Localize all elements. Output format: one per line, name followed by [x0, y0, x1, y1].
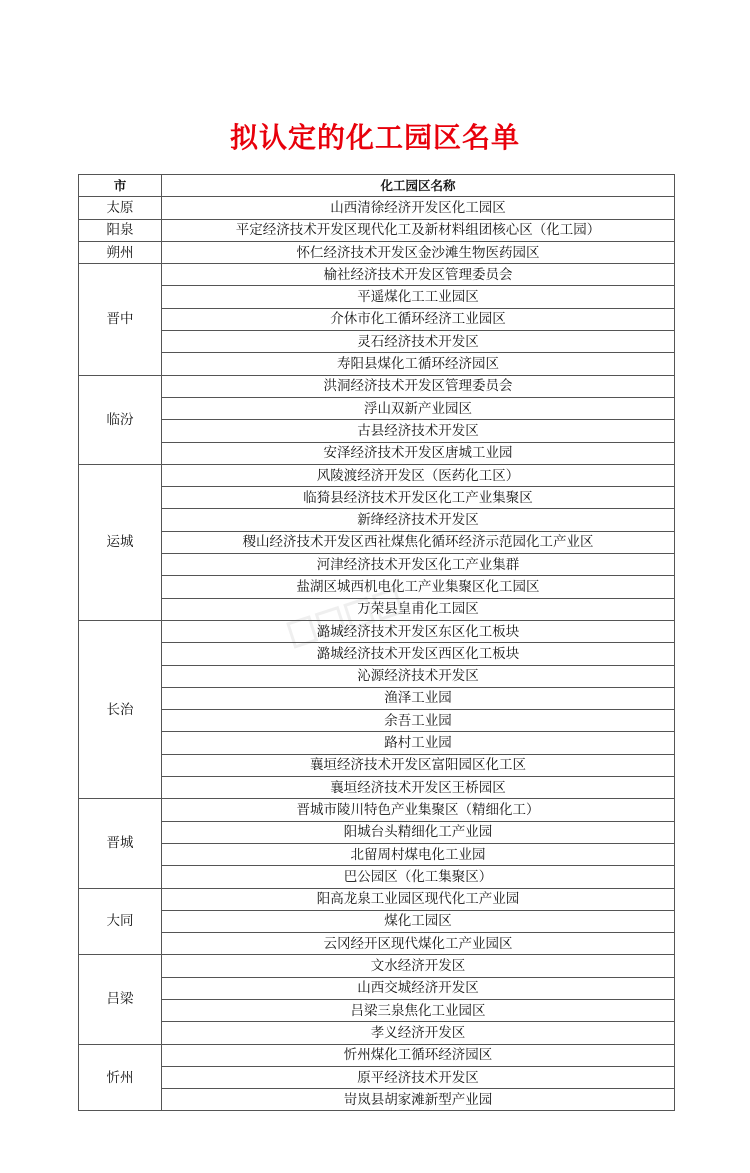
park-name-cell: 盐湖区城西机电化工产业集聚区化工园区: [162, 576, 675, 598]
table-row: [79, 710, 675, 732]
park-name-cell: 稷山经济技术开发区西社煤焦化循环经济示范园化工产业区: [162, 531, 675, 553]
park-name-cell: 巴公园区（化工集聚区）: [162, 866, 675, 888]
table-row: [79, 464, 675, 486]
park-name-cell: 孝义经济开发区: [162, 1022, 675, 1044]
table-row: [79, 1044, 675, 1066]
city-cell: 大同: [79, 888, 162, 955]
table-row: [79, 420, 675, 442]
table-row: [79, 576, 675, 598]
table-row: [79, 509, 675, 531]
park-name-cell: 原平经济技术开发区: [162, 1066, 675, 1088]
table-row: [79, 799, 675, 821]
city-cell: 忻州: [79, 1044, 162, 1111]
header-city: 市: [79, 175, 162, 197]
park-name-cell: 平定经济技术开发区现代化工及新材料组团核心区（化工园）: [162, 219, 675, 241]
park-name-cell: 文水经济开发区: [162, 955, 675, 977]
table-row: [79, 442, 675, 464]
city-cell: 长治: [79, 620, 162, 798]
park-name-cell: 余吾工业园: [162, 710, 675, 732]
city-cell: 吕梁: [79, 955, 162, 1044]
park-name-cell: 浮山双新产业园区: [162, 397, 675, 419]
city-cell: 晋城: [79, 799, 162, 888]
city-cell: 阳泉: [79, 219, 162, 241]
park-name-cell: 阳城台头精细化工产业园: [162, 821, 675, 843]
table-row: [79, 754, 675, 776]
park-name-cell: 路村工业园: [162, 732, 675, 754]
park-name-cell: 临猗县经济技术开发区化工产业集聚区: [162, 487, 675, 509]
table-row: [79, 1022, 675, 1044]
park-name-cell: 襄垣经济技术开发区富阳园区化工区: [162, 754, 675, 776]
table-row: [79, 687, 675, 709]
table-row: [79, 866, 675, 888]
park-name-cell: 潞城经济技术开发区东区化工板块: [162, 620, 675, 642]
park-name-cell: 潞城经济技术开发区西区化工板块: [162, 643, 675, 665]
table-row: [79, 397, 675, 419]
table-row: [79, 353, 675, 375]
table-row: [79, 487, 675, 509]
park-name-cell: 介休市化工循环经济工业园区: [162, 308, 675, 330]
table-row: [79, 331, 675, 353]
park-name-cell: 渔泽工业园: [162, 687, 675, 709]
table-row: [79, 977, 675, 999]
table-row: [79, 643, 675, 665]
table-row: [79, 1066, 675, 1088]
city-cell: 太原: [79, 197, 162, 219]
table-row: [79, 843, 675, 865]
park-name-cell: 寿阳县煤化工循环经济园区: [162, 353, 675, 375]
table-row: [79, 531, 675, 553]
table-body: [79, 197, 675, 1111]
table-row: [79, 197, 675, 219]
chemical-park-table: [78, 174, 675, 1111]
header-park-name: 化工园区名称: [162, 175, 675, 197]
city-cell: 朔州: [79, 241, 162, 263]
table-row: [79, 732, 675, 754]
table-row: [79, 933, 675, 955]
park-name-cell: 洪洞经济技术开发区管理委员会: [162, 375, 675, 397]
park-name-cell: 万荣县皇甫化工园区: [162, 598, 675, 620]
table-row: [79, 777, 675, 799]
park-name-cell: 平遥煤化工工业园区: [162, 286, 675, 308]
park-name-cell: 安泽经济技术开发区唐城工业园: [162, 442, 675, 464]
table-row: [79, 286, 675, 308]
park-name-cell: 云冈经开区现代煤化工产业园区: [162, 933, 675, 955]
park-name-cell: 北留周村煤电化工业园: [162, 843, 675, 865]
park-name-cell: 襄垣经济技术开发区王桥园区: [162, 777, 675, 799]
table-row: [79, 598, 675, 620]
park-name-cell: 吕梁三泉焦化工业园区: [162, 999, 675, 1021]
table-row: [79, 955, 675, 977]
table-row: [79, 241, 675, 263]
page-title: 拟认定的化工园区名单: [229, 121, 520, 154]
park-name-cell: 风陵渡经济开发区（医药化工区）: [162, 464, 675, 486]
park-name-cell: 煤化工园区: [162, 910, 675, 932]
park-name-cell: 榆社经济技术开发区管理委员会: [162, 264, 675, 286]
table-row: [79, 219, 675, 241]
park-name-cell: 山西交城经济开发区: [162, 977, 675, 999]
table-row: [79, 308, 675, 330]
table-row: [79, 375, 675, 397]
table-row: [79, 1089, 675, 1111]
table-row: [79, 665, 675, 687]
table-row: [79, 620, 675, 642]
table-row: [79, 888, 675, 910]
park-name-cell: 忻州煤化工循环经济园区: [162, 1044, 675, 1066]
park-name-cell: 河津经济技术开发区化工产业集群: [162, 554, 675, 576]
table-row: [79, 554, 675, 576]
park-name-cell: 山西清徐经济开发区化工园区: [162, 197, 675, 219]
park-name-cell: 古县经济技术开发区: [162, 420, 675, 442]
park-name-cell: 怀仁经济技术开发区金沙滩生物医药园区: [162, 241, 675, 263]
park-name-cell: 新绛经济技术开发区: [162, 509, 675, 531]
table-header-row: [79, 175, 675, 197]
table-row: [79, 821, 675, 843]
park-name-cell: 岢岚县胡家滩新型产业园: [162, 1089, 675, 1111]
city-cell: 运城: [79, 464, 162, 620]
city-cell: 晋中: [79, 264, 162, 375]
table-row: [79, 999, 675, 1021]
park-name-cell: 阳高龙泉工业园区现代化工产业园: [162, 888, 675, 910]
park-name-cell: 沁源经济技术开发区: [162, 665, 675, 687]
table-row: [79, 264, 675, 286]
park-name-cell: 晋城市陵川特色产业集聚区（精细化工）: [162, 799, 675, 821]
park-name-cell: 灵石经济技术开发区: [162, 331, 675, 353]
city-cell: 临汾: [79, 375, 162, 464]
table-row: [79, 910, 675, 932]
